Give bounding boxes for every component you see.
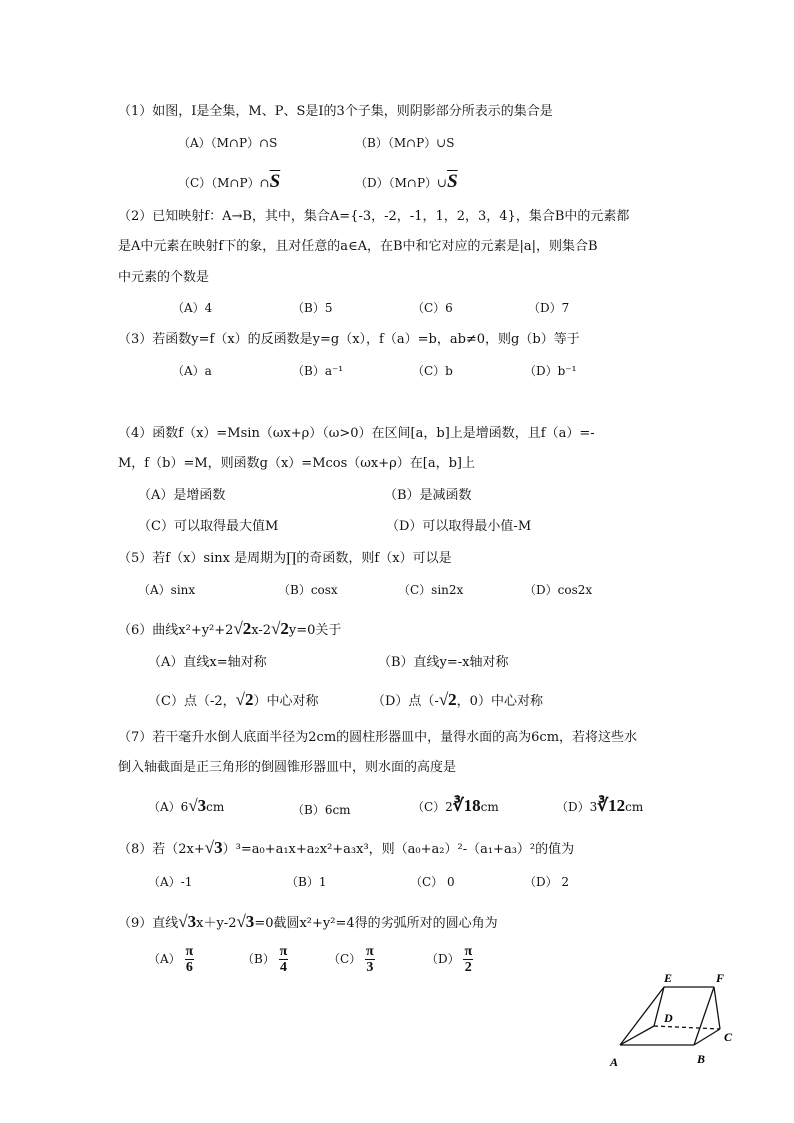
q2-option-a: （A）4: [172, 301, 213, 315]
q7-option-a-part1: （A）6: [148, 800, 189, 814]
pi-symbol: π: [185, 944, 194, 959]
q9-stem: [118, 913, 498, 933]
q7-option-c-part2: cm: [480, 800, 499, 814]
pi-over-3-fraction: [365, 944, 375, 975]
q2-option-d: （D）7: [528, 301, 570, 315]
denominator: 6: [185, 960, 193, 975]
q5-option-d: （D）cos2x: [524, 583, 593, 597]
q6-option-c-part2: ）中心对称: [253, 694, 319, 709]
denominator: 2: [464, 960, 472, 975]
sqrt3-symbol: √3: [178, 912, 197, 931]
q1-option-a: （A）（M∩P）∩S: [178, 136, 278, 150]
q8-option-c: （C） 0: [410, 875, 455, 889]
edge-fb: [694, 987, 714, 1045]
q1-option-d-text: （D）（M∩P）∪: [355, 176, 448, 190]
q3-stem: （3）若函数y=f（x）的反函数是y=g（x），f（a）=b，ab≠0，则g（b）等于: [118, 332, 580, 347]
denominator: 3: [366, 960, 374, 975]
q1-option-d: [355, 173, 458, 192]
edge-fc: [714, 987, 720, 1029]
edge-ae: [620, 987, 664, 1045]
q8-stem-part1: （8）若（2x+: [118, 842, 205, 857]
sqrt2-symbol: √2: [438, 690, 457, 709]
q6-stem: [118, 620, 341, 640]
q6-option-a: （A）直线x=轴对称: [148, 655, 267, 670]
q4-option-a: （A）是增函数: [138, 488, 226, 503]
pi-symbol: π: [279, 944, 288, 959]
q4-option-d: （D）可以取得最小值-M: [386, 519, 532, 534]
q3-option-d: （D）b⁻¹: [524, 364, 577, 378]
s-complement-symbol: $\overline{S}$: [447, 171, 458, 192]
q9-stem-part1: （9）直线: [118, 916, 179, 931]
edge-ad-hidden: [620, 1026, 654, 1045]
sqrt2-symbol: √2: [235, 690, 254, 709]
pi-symbol: π: [366, 944, 374, 959]
polyhedron-figure: [608, 965, 740, 1073]
s-complement-symbol: $\overline{S}$: [269, 171, 281, 192]
q7-option-d-part2: cm: [625, 800, 644, 814]
cbrt18-symbol: ∛18: [452, 796, 481, 815]
vertex-label-b: B: [697, 1052, 706, 1066]
q4-option-c: （C）可以取得最大值M: [138, 519, 279, 534]
q6-option-d-part2: ，0）中心对称: [456, 694, 543, 709]
q7-option-a: [148, 797, 224, 816]
vertex-label-a: A: [610, 1055, 619, 1069]
vertex-label-e: E: [664, 971, 673, 985]
q5-stem: （5）若f（x）sinx 是周期为∏的奇函数，则f（x）可以是: [118, 551, 452, 566]
edge-dc-hidden: [654, 1026, 720, 1029]
q7-line2: 倒入轴截面是正三角形的倒圆锥形器皿中，则水面的高度是: [118, 760, 457, 775]
q9-option-d-label: （D）: [426, 952, 460, 966]
q8-stem-part2: ）³=a₀+a₁x+a₂x²+a₃x³，则（a₀+a₂）²-（a₁+a₃）²的值为: [222, 842, 575, 857]
denominator: 4: [279, 960, 287, 975]
q5-option-b: （B）cosx: [278, 583, 338, 597]
q9-option-b: [242, 944, 288, 975]
q4-line1: （4）函数f（x）=Msin（ωx+ρ）（ω>0）在区间[a，b]上是增函数，且f（a）=-: [118, 426, 595, 441]
q2-line2: 是A中元素在映射f下的象，且对任意的a∈A，在B中和它对应的元素是|a|，则集合B: [118, 239, 598, 254]
q3-option-c: （C）b: [412, 364, 453, 378]
q9-option-c: [328, 944, 375, 975]
q6-option-b: （B）直线y=-x轴对称: [378, 655, 509, 670]
q4-option-b: （B）是减函数: [384, 488, 472, 503]
q8-stem: [118, 839, 574, 859]
pi-symbol: π: [464, 944, 473, 959]
q7-option-d: [556, 797, 643, 816]
pi-over-2-fraction: [463, 944, 473, 975]
q1-option-c-text: （C）（M∩P）∩: [178, 176, 270, 190]
sqrt3-symbol: √3: [236, 912, 255, 931]
q2-line3: 中元素的个数是: [118, 270, 210, 285]
q6-stem-part3: y=0关于: [288, 623, 342, 638]
sqrt3-symbol: √3: [204, 838, 223, 857]
q2-option-b: （B）5: [292, 301, 333, 315]
q6-option-d: [372, 691, 543, 711]
q1-stem: （1）如图，I是全集，M、P、S是I的3个子集，则阴影部分所表示的集合是: [118, 104, 553, 119]
sqrt3-symbol: √3: [188, 796, 207, 815]
q6-stem-part1: （6）曲线x²+y²+2: [118, 623, 234, 638]
q7-line1: （7）若干毫升水倒人底面半径为2cm的圆柱形器皿中，量得水面的高为6cm，若将这些水: [118, 730, 638, 745]
cbrt12-symbol: ∛12: [597, 796, 626, 815]
pi-over-4-fraction: [279, 944, 289, 975]
q1-option-b: （B）（M∩P）∪S: [355, 136, 455, 150]
q2-line1: （2）已知映射f：A→B，其中，集合A={-3，-2，-1，1，2，3，4}，集合B中的元素都: [118, 209, 630, 224]
q6-option-c-part1: （C）点（-2，: [148, 694, 236, 709]
q3-option-b: （B）a⁻¹: [292, 364, 344, 378]
edge-bc: [694, 1029, 720, 1045]
q9-option-b-label: （B）: [242, 952, 275, 966]
q7-option-c-part1: （C）2: [412, 800, 453, 814]
q9-stem-part2: x＋y-2: [196, 916, 237, 931]
q9-option-d: [426, 944, 473, 975]
q7-option-b: （B）6cm: [292, 803, 351, 817]
q7-option-a-part2: cm: [206, 800, 225, 814]
pi-over-6-fraction: [185, 944, 195, 975]
q8-option-b: （B）1: [286, 875, 327, 889]
q5-option-a: （A）sinx: [138, 583, 196, 597]
q8-option-a: （A）-1: [148, 875, 193, 889]
vertex-label-f: F: [716, 971, 725, 985]
q2-option-c: （C）6: [412, 301, 453, 315]
q9-option-c-label: （C）: [328, 952, 362, 966]
sqrt2-symbol: √2: [271, 619, 289, 638]
q4-line2: M，f（b）=M，则函数g（x）=Mcos（ωx+ρ）在[a，b]上: [118, 456, 475, 471]
q6-stem-part2: x-2: [251, 623, 272, 638]
q5-option-c: （C）sin2x: [398, 583, 464, 597]
q9-stem-part3: =0截圆x²+y²=4得的劣弧所对的圆心角为: [254, 916, 498, 931]
q6-option-d-part1: （D）点（-: [372, 694, 439, 709]
vertex-label-c: C: [724, 1030, 733, 1044]
q1-option-c: [178, 173, 280, 192]
q6-option-c: [148, 691, 318, 711]
vertex-label-d: D: [664, 1011, 673, 1025]
q9-option-a: [148, 944, 194, 975]
q9-option-a-label: （A）: [148, 952, 181, 966]
q7-option-d-part1: （D）3: [556, 800, 598, 814]
q3-option-a: （A）a: [172, 364, 212, 378]
sqrt2-symbol: √2: [233, 619, 252, 638]
q7-option-c: [412, 797, 499, 816]
q8-option-d: （D） 2: [524, 875, 570, 889]
